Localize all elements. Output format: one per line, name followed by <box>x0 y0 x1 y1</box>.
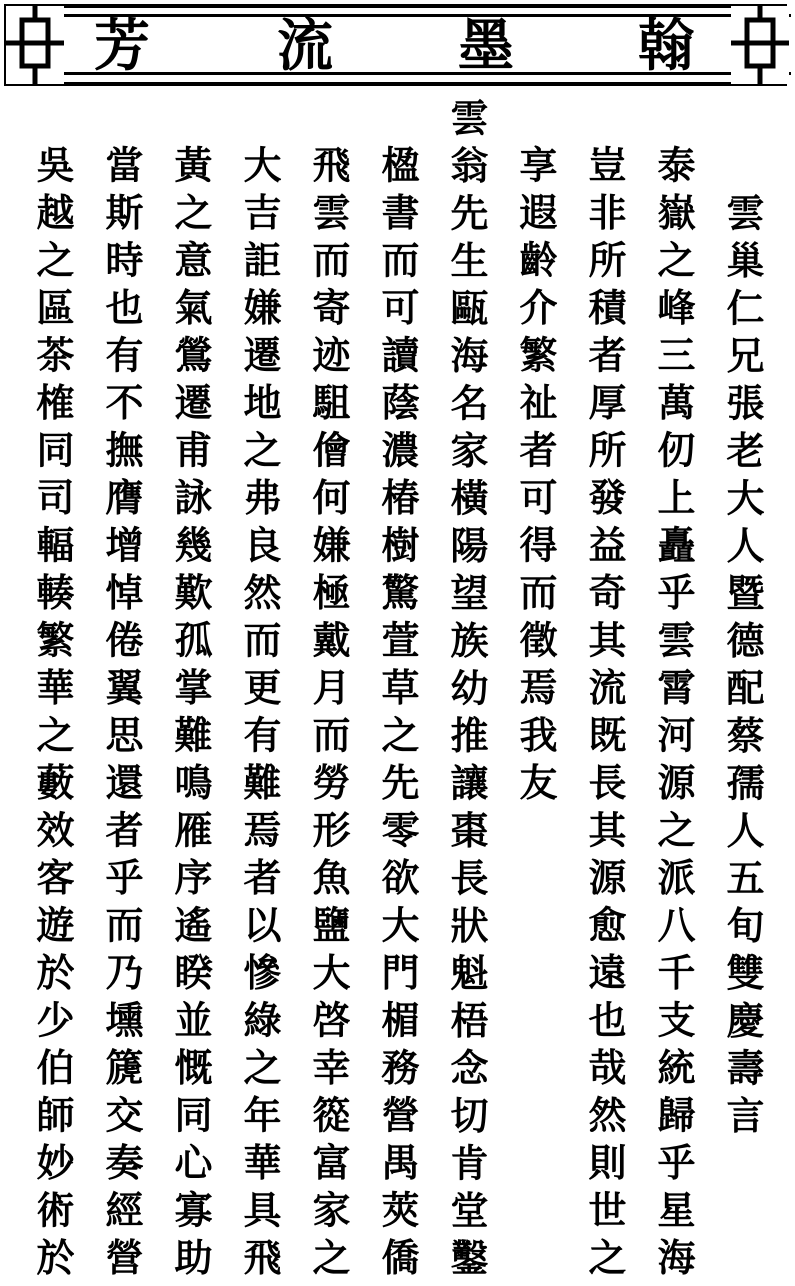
text-column-10: 當斯時也有不撫膺增悼倦翼思還者乎而乃壎篪交奏經營 <box>99 145 144 1285</box>
text-column-3: 豈非所積者厚所發益奇其流既長其源愈遠也哉然則世之 <box>582 145 627 1285</box>
text-column-7: 飛雲而寄迹駔儈何嫌極戴月而勞形魚鹽大啓幸篵富家之 <box>306 145 351 1285</box>
text-column-8: 大吉詎嫌遷地之弗良然而更有難焉者以慘綠之年華具飛 <box>237 145 282 1285</box>
text-column-1: 雲巢仁兄張老大人暨德配蔡孺人五旬雙慶壽言 <box>720 193 765 1143</box>
text-column-9: 黃之意氣鶯遷甫詠幾歎孤掌難鳴雁序遙睽並慨同心寡助 <box>168 145 213 1285</box>
title-char-1: 芳 <box>94 13 150 79</box>
title-char-4: 翰 <box>638 13 694 79</box>
title-char-2: 流 <box>277 13 333 79</box>
text-column-11: 吳越之區茶榷同司輻輳繁華之藪效客遊於少伯師妙術於 <box>30 145 75 1285</box>
text-column-2: 泰嶽之峰三萬仞上矗乎雲霄河源之派八千支統歸乎星海 <box>651 145 696 1285</box>
right-fret-ornament-icon <box>731 6 789 84</box>
text-column-4: 享遐齡介繁祉者可得而徵焉我友 <box>513 145 558 810</box>
title-char-3: 墨 <box>458 13 514 79</box>
text-column-6: 楹書而可讀蔭濃椿樹驚萱草之先零欲大門楣務營禺莢僑 <box>375 145 420 1285</box>
left-fret-ornament-icon <box>6 6 64 84</box>
text-column-5: 雲翁先生甌海名家橫陽望族幼推讓棗長狀魁梧念切肯堂鑿 <box>444 98 489 1286</box>
header-banner <box>0 0 795 92</box>
